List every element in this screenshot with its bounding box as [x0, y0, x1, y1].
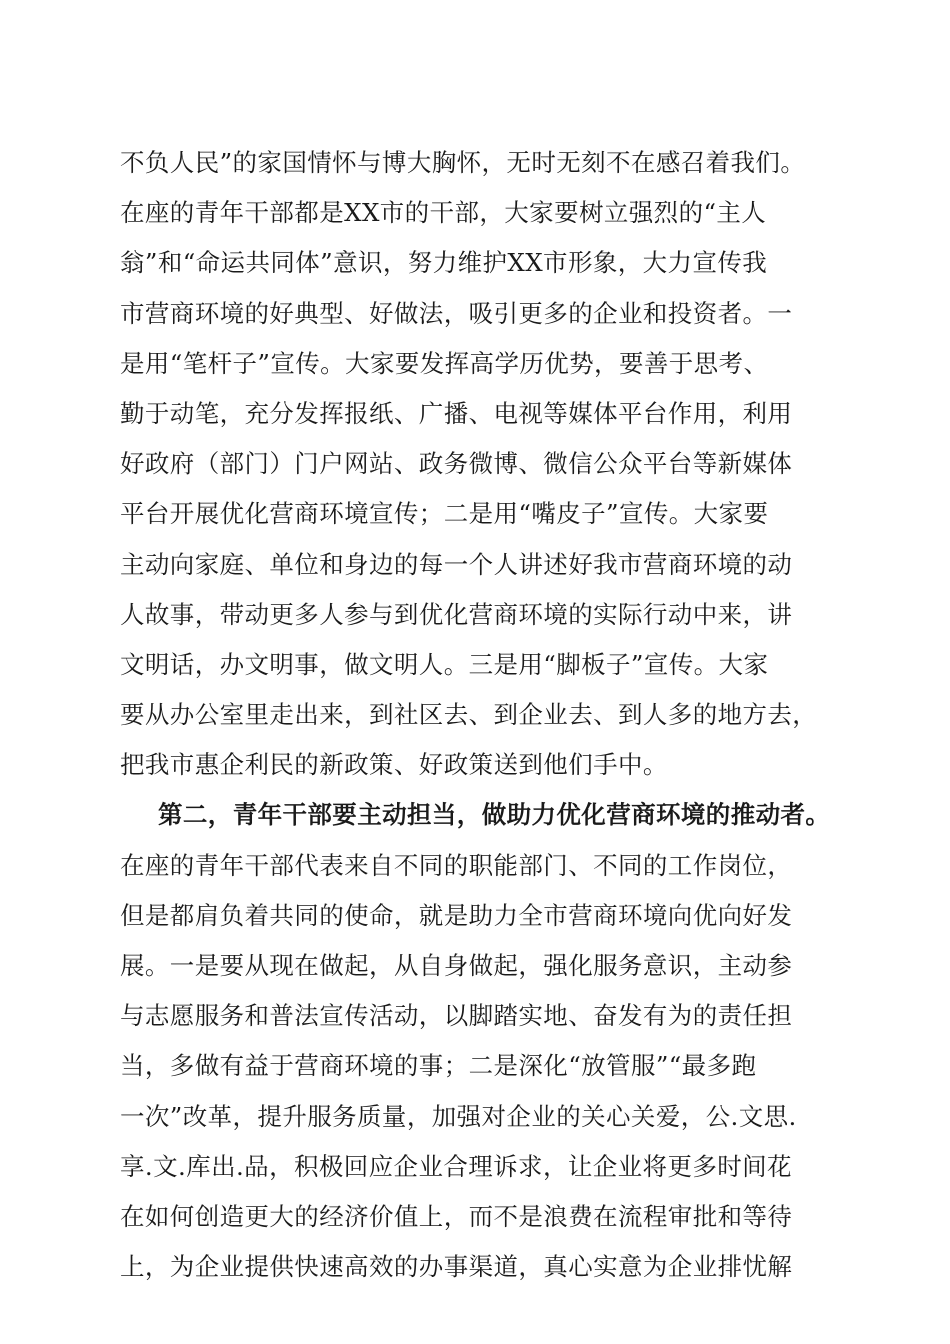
text-line: 勤于动笔，充分发挥报纸、广播、电视等媒体平台作用，利用: [120, 398, 793, 428]
text-line: 展。一是要从现在做起，从自身做起，强化服务意识，主动参: [120, 951, 793, 980]
section-heading: 第二，青年干部要主动担当，做助力优化营商环境的推动者。: [158, 800, 831, 830]
text-line: 在如何创造更大的经济价值上，而不是浪费在流程审批和等待: [120, 1201, 793, 1231]
text-line: 把我市惠企利民的新政策、好政策送到他们手中。: [120, 750, 668, 780]
text-line: 一次”改革，提升服务质量，加强对企业的关心关爱，公.文思.: [120, 1101, 797, 1131]
text-line: 市营商环境的好典型、好做法，吸引更多的企业和投资者。一: [120, 298, 793, 328]
text-line: 不负人民”的家国情怀与博大胸怀，无时无刻不在感召着我们。: [120, 148, 806, 177]
text-line: 平台开展优化营商环境宣传；二是用“嘴皮子”宣传。大家要: [120, 499, 769, 529]
text-line: 在座的青年干部都是XX市的干部，大家要树立强烈的“主人: [120, 198, 767, 228]
text-line: 人故事，带动更多人参与到优化营商环境的实际行动中来，讲: [120, 599, 793, 629]
text-line: 好政府（部门）门户网站、政务微博、微信公众平台等新媒体: [120, 449, 793, 479]
text-line: 主动向家庭、单位和身边的每一个人讲述好我市营商环境的动: [120, 549, 793, 579]
text-line: 当，多做有益于营商环境的事；二是深化“放管服”“最多跑: [120, 1051, 757, 1081]
text-line: 与志愿服务和普法宣传活动，以脚踏实地、奋发有为的责任担: [120, 1001, 793, 1031]
body-text: [120, 138, 840, 1292]
text-line: 享.文.库出.品，积极回应企业合理诉求，让企业将更多时间花: [120, 1151, 792, 1181]
text-line: 要从办公室里走出来，到社区去、到企业去、到人多的地方去，: [120, 700, 818, 730]
text-line: 在座的青年干部代表来自不同的职能部门、不同的工作岗位，: [120, 850, 793, 880]
text-line: 上，为企业提供快速高效的办事渠道，真心实意为企业排忧解: [120, 1252, 793, 1282]
text-line: 但是都肩负着共同的使命，就是助力全市营商环境向优向好发: [120, 900, 793, 930]
text-line: 翁”和“命运共同体”意识，努力维护XX市形象，大力宣传我: [120, 248, 768, 278]
text-line: 文明话，办文明事，做文明人。三是用“脚板子”宣传。大家: [120, 649, 769, 679]
text-line: 是用“笔杆子”宣传。大家要发挥高学历优势，要善于思考、: [120, 348, 769, 378]
